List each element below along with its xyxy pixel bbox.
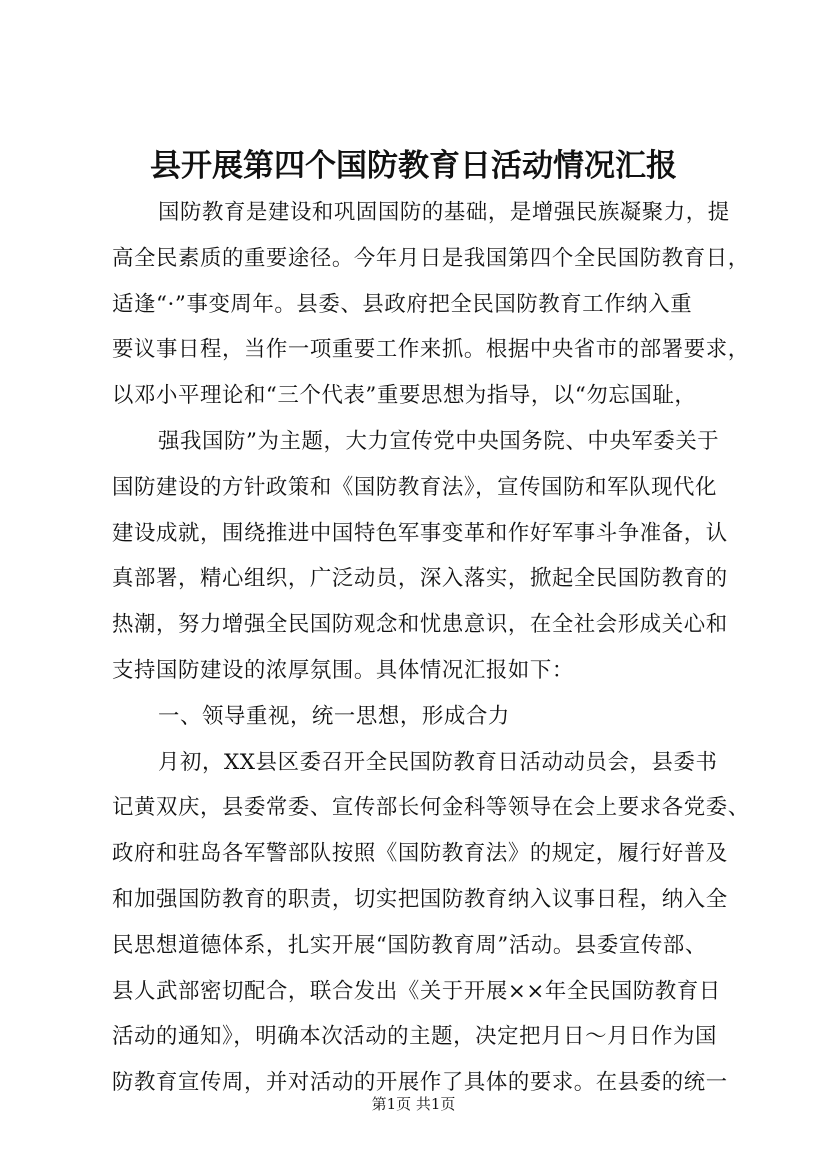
paragraph-line: 真部署，精心组织，广泛动员，深入落实，掀起全民国防教育的 <box>112 566 728 592</box>
paragraph-line: 要议事日程，当作一项重要工作来抓。根据中央省市的部署要求， <box>112 337 750 363</box>
paragraph-line: 记黄双庆，县委常委、宣传部长何金科等领导在会上要求各党委、 <box>112 795 750 821</box>
paragraph-line: 以邓小平理论和“三个代表”重要思想为指导，以“勿忘国耻， <box>112 383 697 409</box>
document-body <box>112 190 750 1106</box>
paragraph-line: 和加强国防教育的职责，切实把国防教育纳入议事日程，纳入全 <box>112 886 728 912</box>
paragraph-line: 强我国防”为主题，大力宣传党中央国务院、中央军委关于 <box>158 428 720 454</box>
paragraph-line: 县人武部密切配合，联合发出《关于开展××年全民国防教育日 <box>112 978 721 1004</box>
paragraph-line: 国防建设的方针政策和《国防教育法》，宣传国防和军队现代化 <box>112 474 718 500</box>
paragraph-line: 热潮，努力增强全民国防观念和忧患意识，在全社会形成关心和 <box>112 612 728 638</box>
paragraph-line: 月初，XX县区委召开全民国防教育日活动动员会，县委书 <box>158 749 718 775</box>
paragraph-line: 高全民素质的重要途径。今年月日是我国第四个全民国防教育日， <box>112 245 750 271</box>
paragraph-line: 适逢“·”事变周年。县委、县政府把全民国防教育工作纳入重 <box>112 291 693 317</box>
paragraph-line: 国防教育是建设和巩固国防的基础，是增强民族凝聚力，提 <box>158 200 730 225</box>
document-title: 县开展第四个国防教育日活动情况汇报 <box>150 148 677 184</box>
paragraph-line: 政府和驻岛各军警部队按照《国防教育法》的规定，履行好普及 <box>112 841 728 867</box>
paragraph-line: 民思想道德体系，扎实开展“国防教育周”活动。县委宣传部、 <box>112 932 707 958</box>
paragraph-line: 防教育宣传周，并对活动的开展作了具体的要求。在县委的统一 <box>112 1070 728 1096</box>
paragraph-line: 建设成就，围绕推进中国特色军事变革和作好军事斗争准备，认 <box>112 520 728 546</box>
paragraph-line: 支持国防建设的浓厚氛围。具体情况汇报如下： <box>112 657 574 683</box>
section-heading: 一、领导重视，统一思想，形成合力 <box>158 703 510 729</box>
paragraph-line: 活动的通知》，明确本次活动的主题，决定把月日～月日作为国 <box>112 1024 718 1050</box>
page-footer: 第1页 共1页 <box>371 1095 456 1113</box>
